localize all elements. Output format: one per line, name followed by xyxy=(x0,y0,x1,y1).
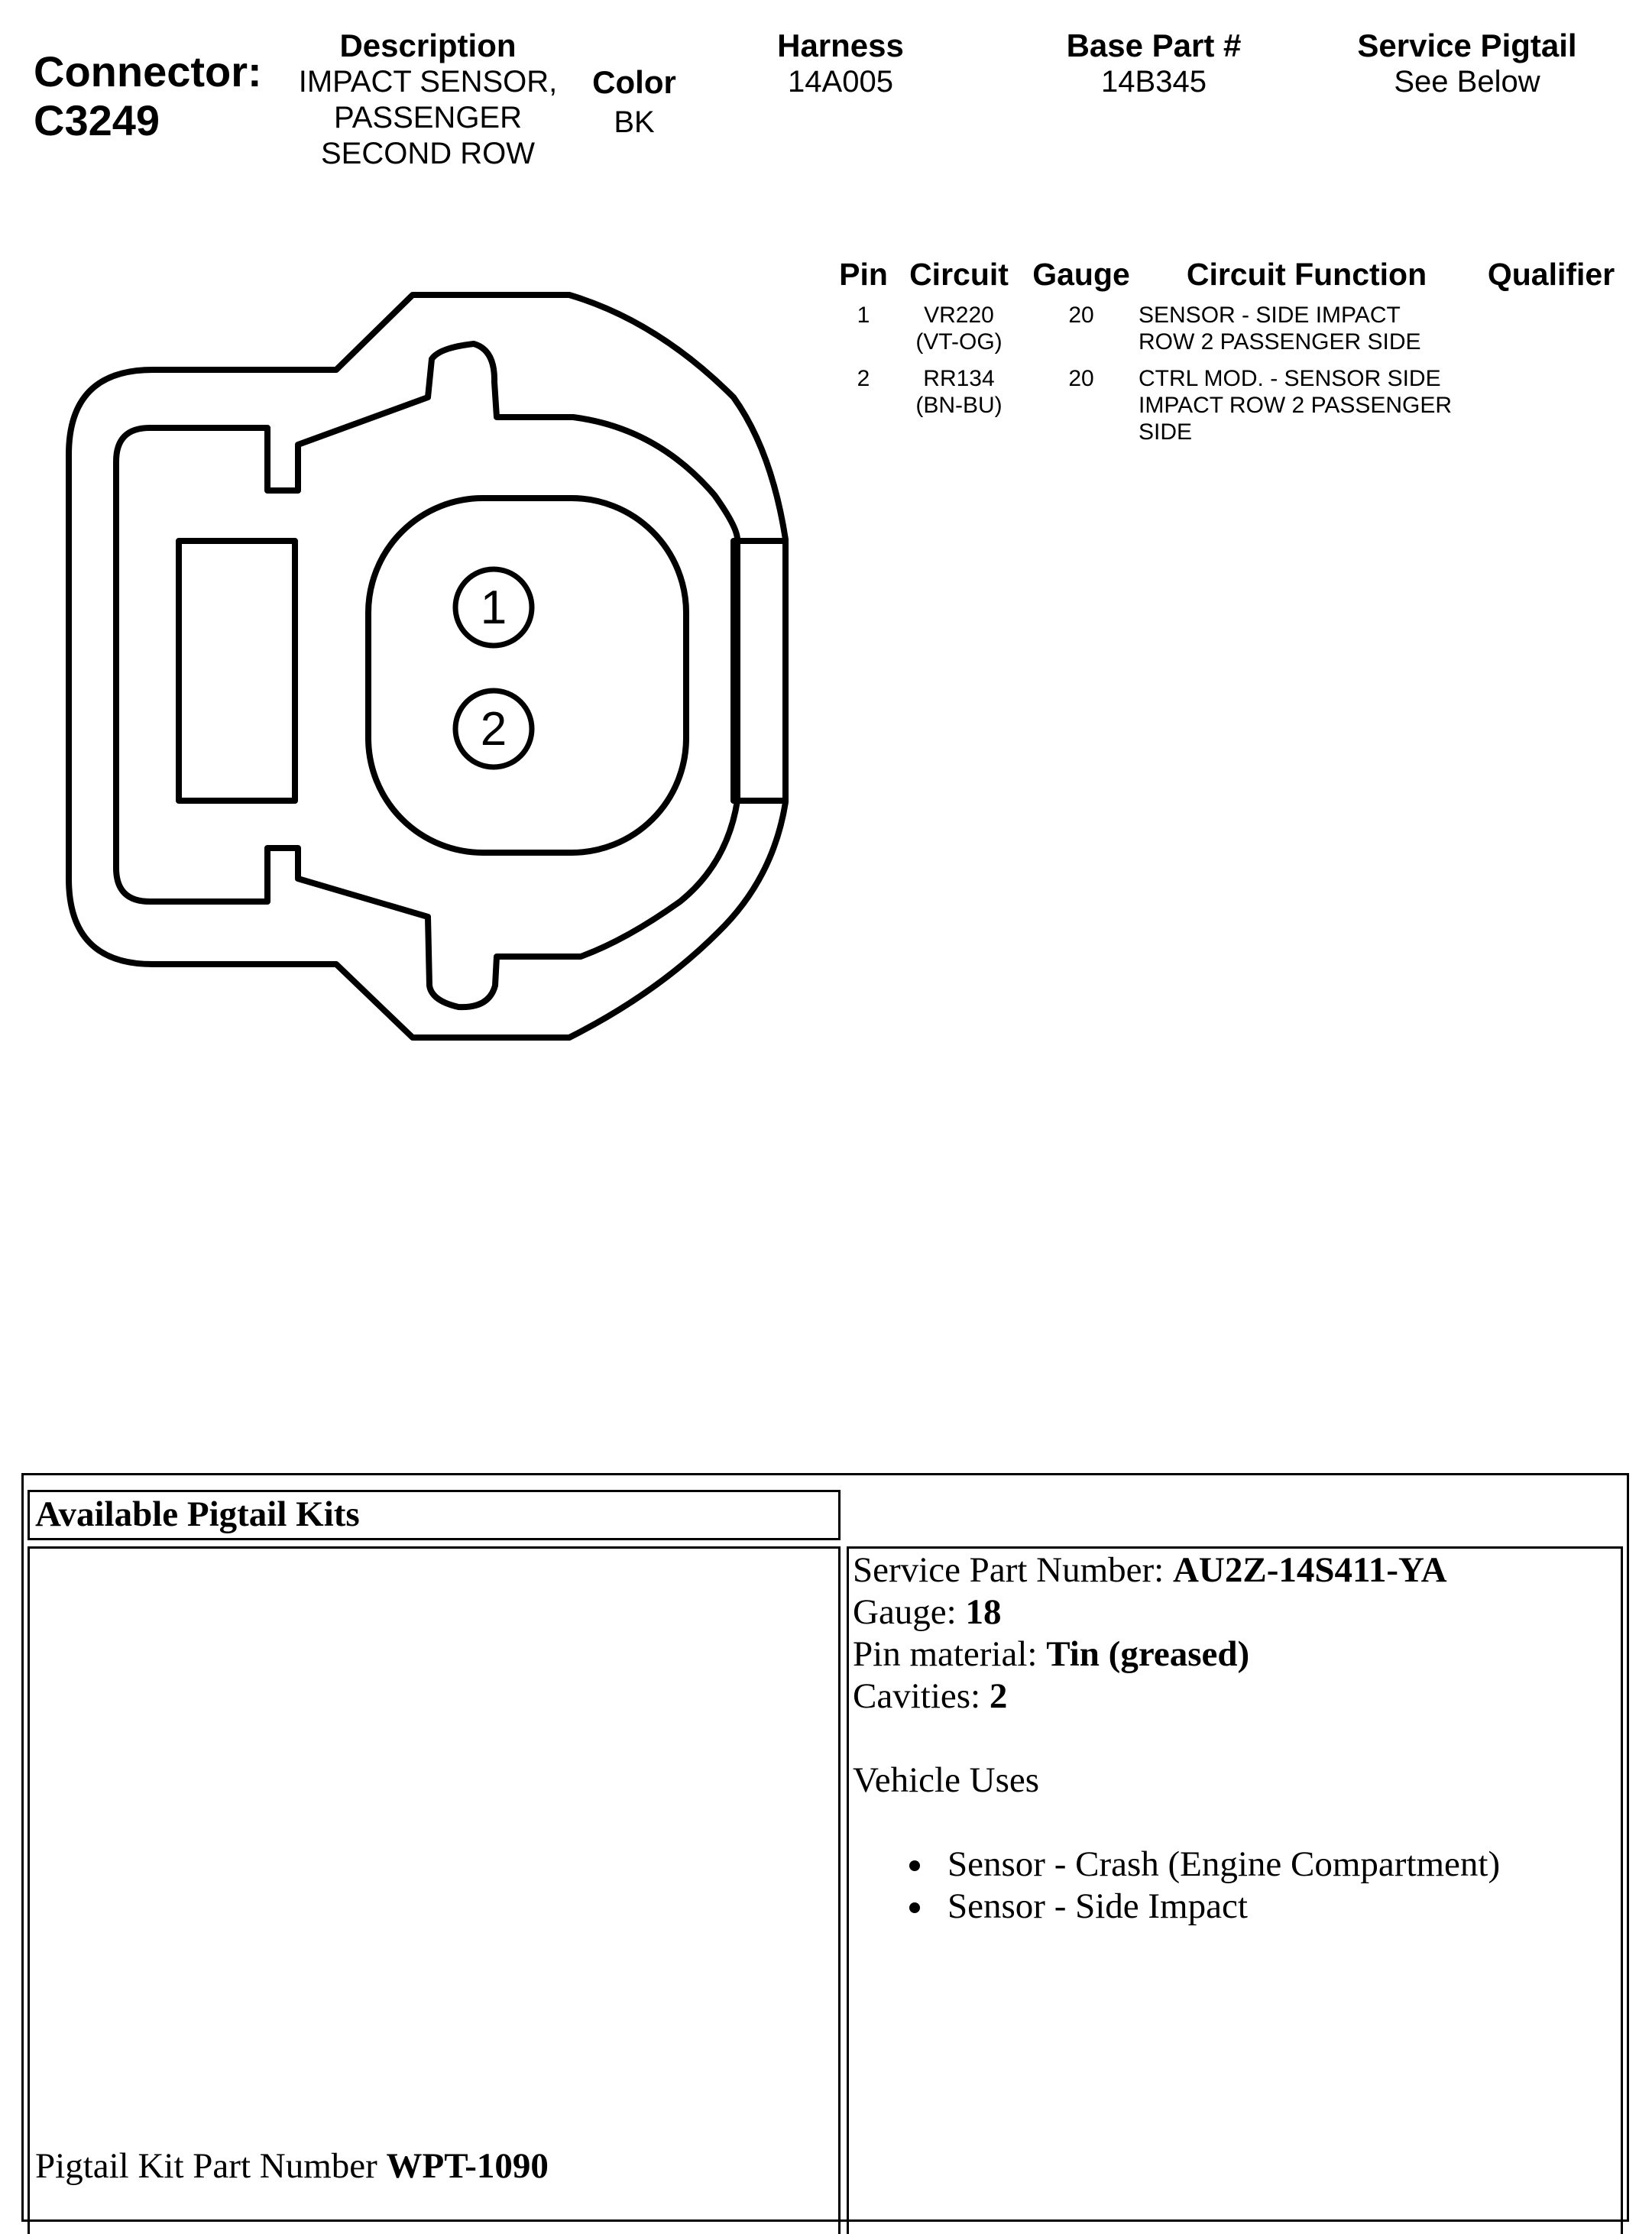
pin-1-circuit xyxy=(894,302,1024,355)
kit-part-label: Pigtail Kit Part Number xyxy=(35,2146,387,2186)
pin-2-function-line-3: SIDE xyxy=(1139,419,1193,445)
vehicle-uses-title: Vehicle Uses xyxy=(853,1760,1040,1800)
connector-left-cavity xyxy=(179,541,295,801)
description-title: Description xyxy=(339,28,517,63)
service-part-value: AU2Z-14S411-YA xyxy=(1172,1550,1447,1590)
pin-material-label: Pin material: xyxy=(853,1634,1047,1674)
service-pigtail-title: Service Pigtail xyxy=(1357,28,1577,63)
pin-1-wire-color: (VT-OG) xyxy=(915,329,1003,355)
pin-2-function-line-1: CTRL MOD. - SENSOR SIDE xyxy=(1139,366,1441,391)
pin-housing xyxy=(368,498,686,853)
base-part-value: 14B345 xyxy=(1101,65,1207,99)
cavities-label: Cavities: xyxy=(853,1676,990,1716)
cavities-value: 2 xyxy=(989,1676,1008,1716)
harness-title: Harness xyxy=(777,28,904,63)
bullet-icon xyxy=(909,1902,920,1913)
pin-header: Pin xyxy=(839,257,888,292)
kit-part-value: WPT-1090 xyxy=(386,2146,549,2186)
pigtail-kits-title: Available Pigtail Kits xyxy=(35,1494,360,1534)
connector-right-tab xyxy=(734,541,786,801)
color-title: Color xyxy=(592,64,676,100)
pigtail-kit-details xyxy=(853,1549,1617,1928)
service-part-row xyxy=(853,1549,1617,1591)
description-line-1: IMPACT SENSOR, xyxy=(298,65,558,99)
connector-face-diagram xyxy=(0,0,841,1070)
service-part-label: Service Part Number: xyxy=(853,1550,1173,1590)
pin-1-number: 1 xyxy=(857,303,870,328)
vehicle-uses-list xyxy=(853,1844,1617,1928)
description-line-3: SECOND ROW xyxy=(321,137,535,170)
cavities-row xyxy=(853,1676,1617,1718)
pin-2-circuit xyxy=(894,365,1024,419)
connector-id: C3249 xyxy=(34,96,160,144)
bullet-icon xyxy=(909,1860,920,1871)
harness-value: 14A005 xyxy=(788,65,893,99)
vehicle-use-1: Sensor - Crash (Engine Compartment) xyxy=(947,1844,1501,1884)
pin-1-function-line-2: ROW 2 PASSENGER SIDE xyxy=(1139,329,1421,355)
pin-2-wire-color: (BN-BU) xyxy=(915,393,1003,418)
pin-2-function xyxy=(1139,365,1475,445)
pin-1-circuit-id: VR220 xyxy=(924,303,994,328)
gauge-header: Gauge xyxy=(1032,257,1130,292)
pin-1-function-line-1: SENSOR - SIDE IMPACT xyxy=(1139,303,1401,328)
pin-1-gauge: 20 xyxy=(1068,303,1094,328)
pin-2-function-line-2: IMPACT ROW 2 PASSENGER xyxy=(1139,393,1453,418)
qualifier-header: Qualifier xyxy=(1487,257,1615,292)
vehicle-use-2: Sensor - Side Impact xyxy=(947,1886,1248,1926)
pigtail-kit-part-number xyxy=(35,2145,549,2187)
pin-1-function xyxy=(1139,302,1475,355)
list-item xyxy=(853,1886,1617,1928)
color-value: BK xyxy=(614,105,655,139)
circuit-function-header: Circuit Function xyxy=(1186,257,1427,292)
service-pigtail-column xyxy=(1330,28,1605,100)
pin-1-label: 1 xyxy=(480,581,507,634)
pin-2-circuit-id: RR134 xyxy=(923,366,995,391)
pin-material-value: Tin (greased) xyxy=(1046,1634,1250,1674)
pin-2-label: 2 xyxy=(480,703,507,756)
pin-2-number: 2 xyxy=(857,366,870,391)
service-pigtail-value: See Below xyxy=(1394,65,1540,99)
list-item xyxy=(853,1844,1617,1886)
pin-material-row xyxy=(853,1633,1617,1676)
connector-label: Connector: xyxy=(34,47,262,96)
gauge-label: Gauge: xyxy=(853,1592,966,1632)
pin-2-gauge: 20 xyxy=(1068,366,1094,391)
gauge-value: 18 xyxy=(965,1592,1002,1632)
description-line-2: PASSENGER xyxy=(334,101,522,134)
base-part-column xyxy=(1039,28,1268,100)
circuit-header: Circuit xyxy=(909,257,1009,292)
connector-inner-shell xyxy=(116,344,737,1007)
gauge-row xyxy=(853,1591,1617,1633)
pigtail-kit-image-cell xyxy=(28,1546,841,2234)
base-part-title: Base Part # xyxy=(1066,28,1242,63)
